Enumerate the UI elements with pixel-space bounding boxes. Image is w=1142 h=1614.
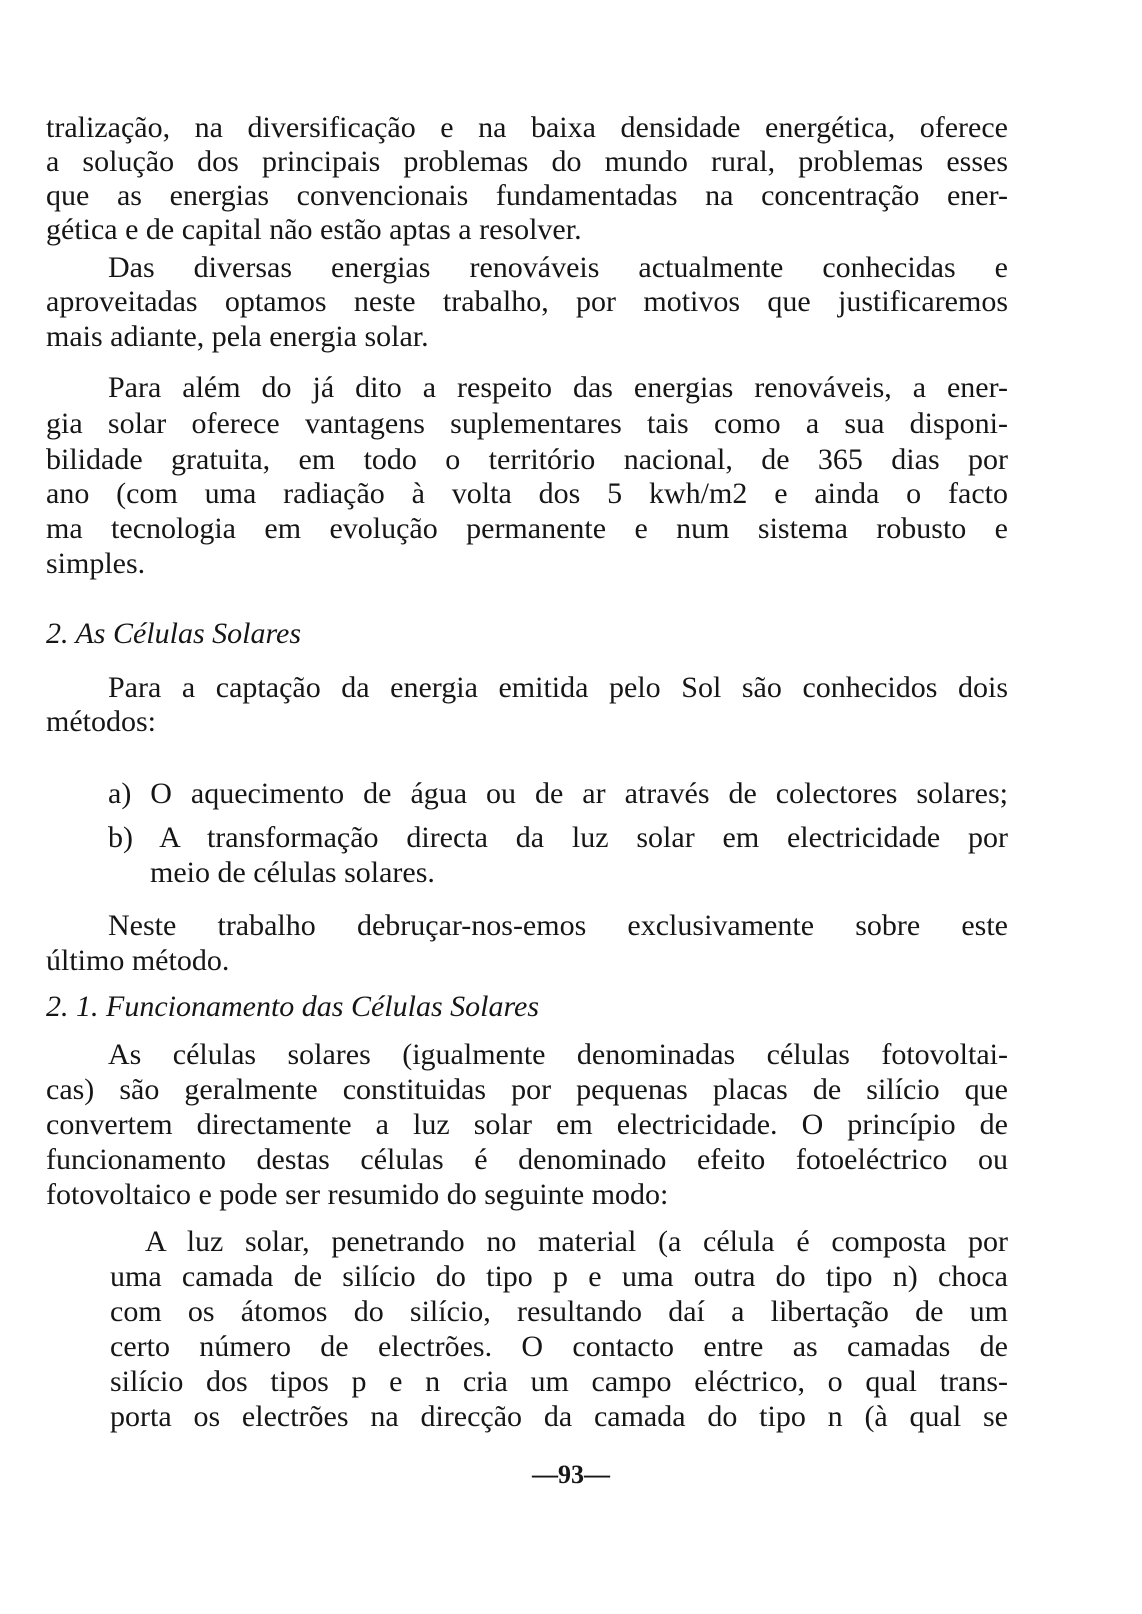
text-line: aproveitadas optamos neste trabalho, por motivos que justificaremos xyxy=(46,285,1008,318)
text-line: convertem directamente a luz solar em electricidade. O princípio de xyxy=(46,1108,1008,1141)
text-line: b) A transformação directa da luz solar em electricidade por xyxy=(108,821,1008,854)
text-line: certo número de electrões. O contacto entre as camadas de xyxy=(110,1330,1008,1363)
text-line: mais adiante, pela energia solar. xyxy=(46,320,429,353)
text-line: a) O aquecimento de água ou de ar através de colectores solares; xyxy=(108,777,1008,810)
text-line: a solução dos principais problemas do mundo rural, problemas esses xyxy=(46,145,1008,178)
text-line: métodos: xyxy=(46,705,156,738)
text-line: cas) são geralmente constituidas por pequenas placas de silício que xyxy=(46,1073,1008,1106)
text-line: As células solares (igualmente denominadas células fotovoltai- xyxy=(108,1038,1008,1071)
text-line: Das diversas energias renováveis actualmente conhecidas e xyxy=(108,251,1008,284)
page-number: —93— xyxy=(532,1460,610,1489)
text-line: gética e de capital não estão aptas a resolver. xyxy=(46,213,582,246)
text-line: meio de células solares. xyxy=(150,856,435,889)
text-line: tralização, na diversificação e na baixa densidade energética, oferece xyxy=(46,111,1008,144)
text-line: Para a captação da energia emitida pelo Sol são conhecidos dois xyxy=(108,671,1008,704)
text-line: uma camada de silício do tipo p e uma outra do tipo n) choca xyxy=(110,1260,1008,1293)
text-line: Neste trabalho debruçar-nos-emos exclusivamente sobre este xyxy=(108,909,1008,942)
text-line: silício dos tipos p e n cria um campo eléctrico, o qual trans- xyxy=(110,1365,1008,1398)
text-line: Para além do já dito a respeito das energias renováveis, a ener- xyxy=(108,371,1008,404)
text-line: bilidade gratuita, em todo o território nacional, de 365 dias por xyxy=(46,443,1008,476)
text-line: gia solar oferece vantagens suplementares tais como a sua disponi- xyxy=(46,407,1008,440)
text-line: fotovoltaico e pode ser resumido do seguinte modo: xyxy=(46,1178,669,1211)
text-line: simples. xyxy=(46,547,146,580)
subsection-heading: 2. 1. Funcionamento das Células Solares xyxy=(46,990,540,1023)
text-line: que as energias convencionais fundamentadas na concentração ener- xyxy=(46,179,1008,212)
text-line: ma tecnologia em evolução permanente e num sistema robusto e xyxy=(46,512,1008,545)
text-line: porta os electrões na direcção da camada do tipo n (à qual se xyxy=(110,1400,1008,1433)
text-line: funcionamento destas células é denominado efeito fotoeléctrico ou xyxy=(46,1143,1008,1176)
text-line: com os átomos do silício, resultando daí a libertação de um xyxy=(110,1295,1008,1328)
section-heading: 2. As Células Solares xyxy=(46,617,302,650)
text-line: ano (com uma radiação à volta dos 5 kwh/m2 e ainda o facto xyxy=(46,477,1008,510)
text-line: último método. xyxy=(46,944,230,977)
text-line: A luz solar, penetrando no material (a célula é composta por xyxy=(145,1225,1008,1258)
